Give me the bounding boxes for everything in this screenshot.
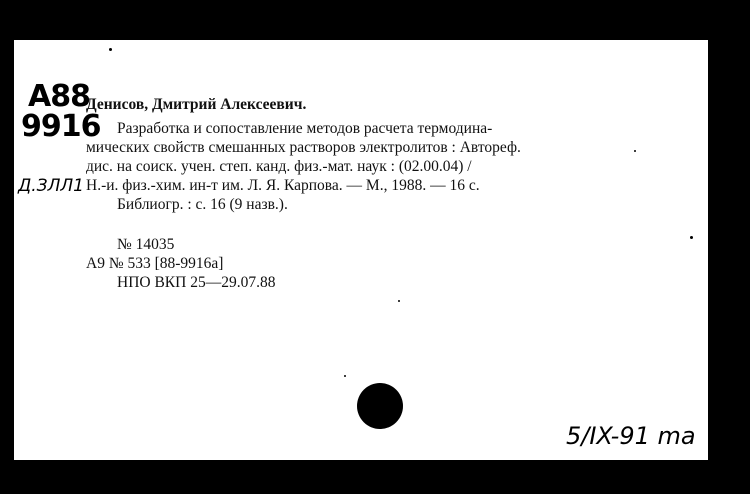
speck xyxy=(398,300,400,302)
speck xyxy=(109,48,112,51)
speck xyxy=(344,375,346,377)
body-line-5: Библиогр. : с. 16 (9 назв.). xyxy=(117,196,288,213)
speck xyxy=(634,150,636,152)
shelf-mark-top: A88 xyxy=(28,79,90,114)
punch-hole xyxy=(357,383,403,429)
body-line-4: Н.-и. физ.-хим. ин-т им. Л. Я. Карпова. — М., 1988. — 16 с. xyxy=(86,177,480,194)
body-line-3: дис. на соиск. учен. степ. канд. физ.-мат. наук : (02.00.04) / xyxy=(86,158,472,175)
body-line-2: мических свойств смешанных растворов электролитов : Автореф. xyxy=(86,139,521,156)
org-line: НПО ВКП 25—29.07.88 xyxy=(117,274,276,291)
author-line: Денисов, Дмитрий Алексеевич. xyxy=(86,96,307,113)
bottom-right-note: 5/IX-91 ma xyxy=(566,422,696,450)
number-line: № 14035 xyxy=(117,236,175,253)
shelf-mark-bottom: 9916 xyxy=(21,109,101,144)
registration-line: А9 № 533 [88-9916а] xyxy=(86,255,224,272)
speck xyxy=(690,236,693,239)
body-line-1: Разработка и сопоставление методов расчета термодина- xyxy=(117,120,493,137)
margin-note: Д.ЗЛЛ1 xyxy=(18,176,84,196)
